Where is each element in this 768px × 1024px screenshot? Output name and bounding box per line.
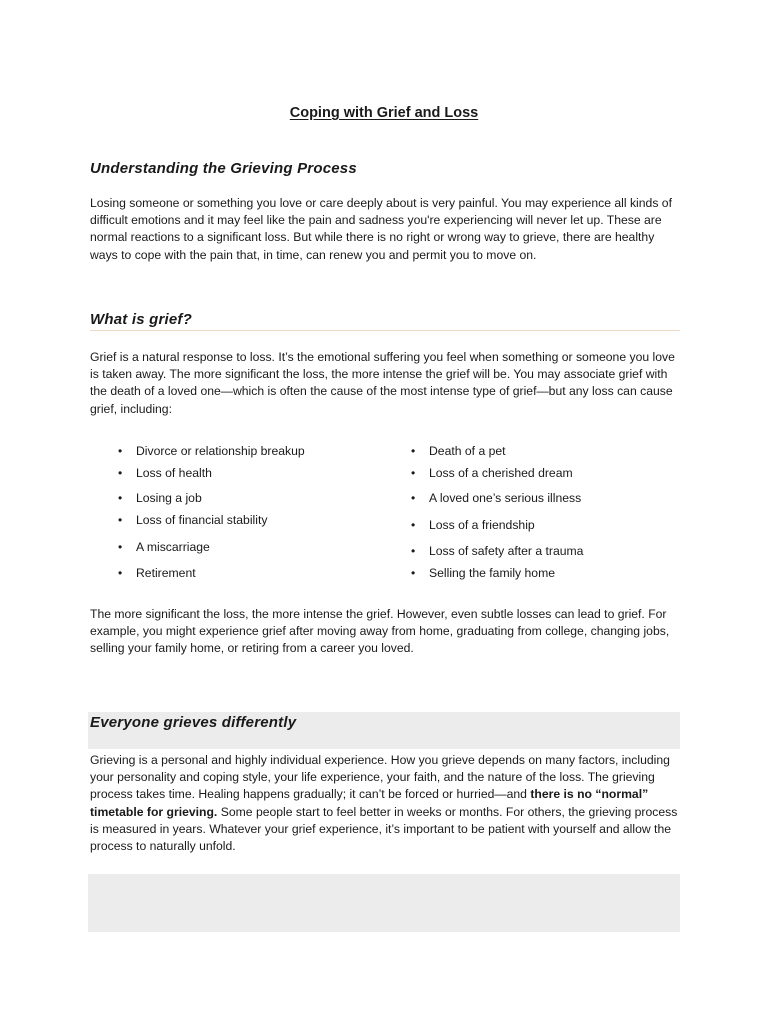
bullet-icon: • (118, 491, 123, 505)
list-item: • Losing a job (118, 491, 202, 505)
bullet-icon: • (411, 518, 416, 532)
bullet-icon: • (118, 466, 123, 480)
list-item: • A loved one’s serious illness (411, 491, 582, 505)
empty-shade-box (88, 874, 680, 932)
list-item: • Loss of a cherished dream (411, 466, 573, 480)
list-item: • Loss of a friendship (411, 518, 535, 532)
bullet-icon: • (411, 544, 416, 558)
document-title: Coping with Grief and Loss (289, 105, 479, 121)
bullet-icon: • (118, 444, 123, 458)
section-heading-everyone-grieves: Everyone grieves differently (90, 714, 297, 731)
list-item: • Death of a pet (411, 444, 506, 458)
list-item: • Divorce or relationship breakup (118, 444, 305, 458)
list-item: • Retirement (118, 566, 196, 580)
list-item: • A miscarriage (118, 540, 210, 554)
list-item: • Selling the family home (411, 566, 555, 580)
bullet-icon: • (411, 491, 416, 505)
bullet-icon: • (411, 566, 416, 580)
emphasis-text: there is no “normal” timetable for grieving. (90, 787, 649, 819)
bullet-icon: • (118, 513, 123, 527)
bullet-icon: • (118, 566, 123, 580)
bullet-icon: • (411, 444, 416, 458)
list-item: • Loss of financial stability (118, 513, 268, 527)
list-item: • Loss of safety after a trauma (411, 544, 584, 558)
heading-rule (90, 330, 680, 331)
bullet-icon: • (411, 466, 416, 480)
list-item: • Loss of health (118, 466, 212, 480)
section-outro-what-is-grief: The more significant the loss, the more intense the grief. However, even subtle losses can lead to grief. For example, you might experience grief after moving away from home, graduating from college, changing jobs, selling your family home, or retiring from a career you loved. (90, 607, 670, 656)
bullet-icon: • (118, 540, 123, 554)
section-body-what-is-grief: Grief is a natural response to loss. It’s the emotional suffering you feel when something or someone you love is taken away. The more significant the loss, the more intense the grief will be. You may associate grief with the death of a loved one—which is often the cause of the most intense type of grief—but any loss can cause grief, including: (90, 350, 675, 416)
section-heading-understanding: Understanding the Grieving Process (90, 160, 357, 177)
section-body-understanding: Losing someone or something you love or care deeply about is very painful. You may experience all kinds of difficult emotions and it may feel like the pain and sadness you're experiencing will never let up. These are normal reactions to a significant loss. But while there is no right or wrong way to grieve, there are healthy ways to cope with the pain that, in time, can renew you and permit you to move on. (90, 196, 672, 262)
section-body-everyone-grieves: Grieving is a personal and highly individual experience. How you grieve depends on many factors, including your personality and coping style, your life experience, your faith, and the nature of the loss. The grieving process takes time. Healing happens gradually; it can’t be forced or hurried—and there is no “normal” timetable for grieving. Some people start to feel better in weeks or months. For others, the grieving process is measured in years. Whatever your grief experience, it’s important to be patient with yourself and allow the process to naturally unfold. (90, 753, 678, 854)
section-heading-what-is-grief: What is grief? (90, 311, 192, 328)
